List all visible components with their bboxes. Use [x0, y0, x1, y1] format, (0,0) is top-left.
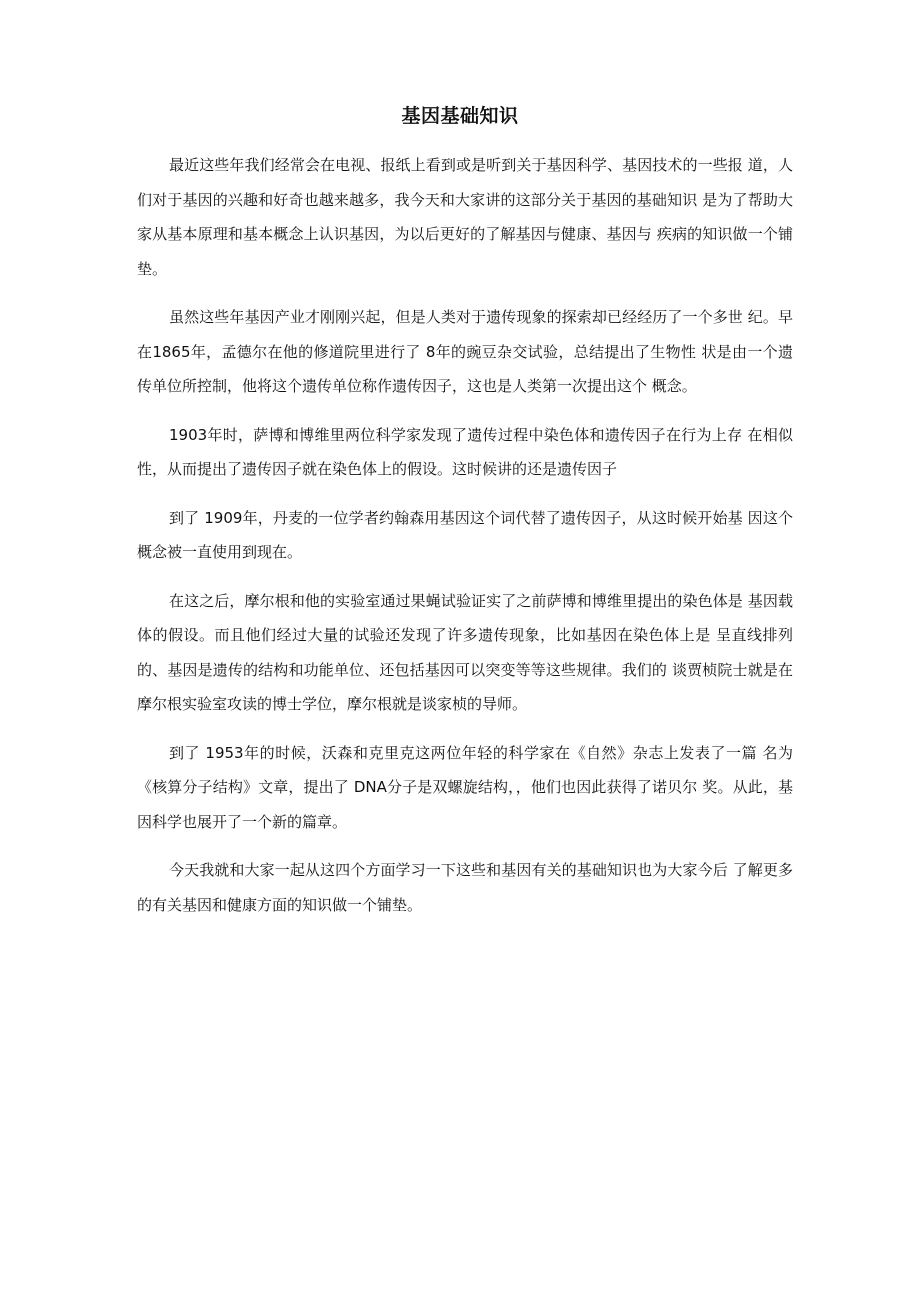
paragraph: 在这之后，摩尔根和他的实验室通过果蝇试验证实了之前萨博和博维里提出的染色体是 基因载体的假设。而且他们经过大量的试验还发现了许多遗传现象，比如基因在染色体上是 呈直线排列的、基因是遗传的结构和功能单位、还包括基因可以突变等等这些规律。我们的 谈贾桢院士就是在摩尔根实验室攻读的博士学位，摩尔根就是谈家桢的导师。 [137, 591, 793, 713]
paragraph: 到了 1909年，丹麦的一位学者约翰森用基因这个词代替了遗传因子，从这时候开始基 因这个概念被一直使用到现在。 [137, 508, 793, 561]
paragraph: 到了 1953年的时候，沃森和克里克这两位年轻的科学家在《自然》杂志上发表了一篇 名为《核算分子结构》文章，提出了 DNA分子是双螺旋结构，，他们也因此获得了诺贝尔 奖。从此，基因科学也展开了一个新的篇章。 [137, 743, 793, 831]
document-title: 基因基础知识 [401, 105, 519, 127]
paragraph: 虽然这些年基因产业才刚刚兴起，但是人类对于遗传现象的探索却已经经历了一个多世 纪。早在1865年，孟德尔在他的修道院里进行了 8年的豌豆杂交试验，总结提出了生物性 状是由一个遗传单位所控制，他将这个遗传单位称作遗传因子，这也是人类第一次提出这个 概念。 [137, 308, 793, 395]
paragraph: 1903年时，萨博和博维里两位科学家发现了遗传过程中染色体和遗传因子在行为上存 在相似性，从而提出了遗传因子就在染色体上的假设。这时候讲的还是遗传因子 [137, 425, 793, 478]
paragraph: 今天我就和大家一起从这四个方面学习一下这些和基因有关的基础知识也为大家今后 了解更多的有关基因和健康方面的知识做一个铺垫。 [137, 861, 793, 914]
paragraph: 最近这些年我们经常会在电视、报纸上看到或是听到关于基因科学、基因技术的一些报 道，人们对于基因的兴趣和好奇也越来越多，我今天和大家讲的这部分关于基因的基础知识 是为了帮助大家从基本原理和基本概念上认识基因，为以后更好的了解基因与健康、基因与 疾病的知识做一个铺垫。 [137, 156, 793, 278]
document-body [137, 148, 793, 936]
